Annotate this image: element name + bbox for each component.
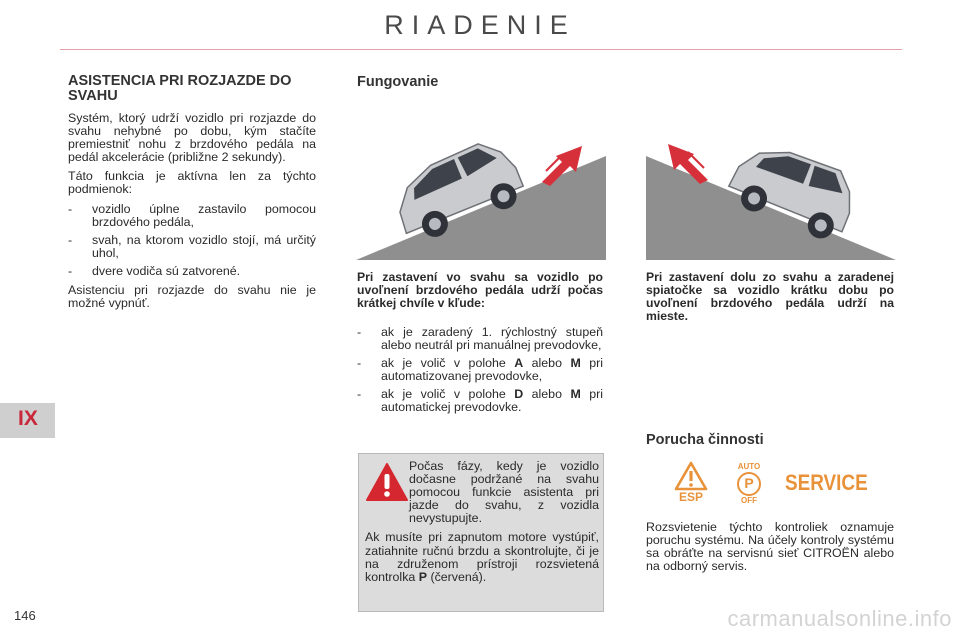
left-column-text [68,112,316,316]
downhill-car-illustration [646,126,896,260]
uphill-caption: Pri zastavení vo svahu sa vozidlo po uvoľnení brzdového pedála udrží počas krátkej chvíle v kľude: [357,270,603,310]
list-item: - dvere vodiča sú zatvorené. [68,265,316,278]
list-item: - ak je volič v polohe A alebo M pri automatizovanej prevodovke, [357,357,603,383]
watermark: carmanualsonline.info [727,606,952,631]
section-heading: ASISTENCIA PRI ROZJAZDE DO SVAHU [68,73,292,104]
p-label: P [737,472,761,496]
list-item: - svah, na ktorom vozidlo stojí, má určitý uhol, [68,234,316,260]
conditions-list [68,203,316,278]
page-number: 146 [14,608,36,623]
downhill-caption: Pri zastavení dolu zo svahu a zaradenej spiatočke sa vozidlo krátku dobu po uvoľnení brzdového pedála udrží na mieste. [646,270,894,323]
cannot-disable-note: Asistenciu pri rozjazde do svahu nie je možné vypnúť. [68,283,316,311]
middle-conditions [357,326,603,421]
malfunction-heading: Porucha činnosti [646,432,764,448]
off-label: OFF [741,496,757,505]
list-item: - ak je volič v polohe D alebo M pri automatickej prevodovke. [357,388,603,414]
auto-p-off-icon [732,462,766,508]
warning-box [358,453,604,612]
intro-paragraph: Systém, ktorý udrží vozidlo pri rozjazde do svahu nehybné po dobu, kým stačíte premiestniť nohu z brzdového pedála na pedál akcelerácie (približne 2 sekundy). [68,111,316,165]
esp-warning-icon [674,461,708,505]
title-divider [60,49,902,50]
chapter-tab-label: IX [18,407,38,430]
uphill-car-illustration [356,126,606,260]
conditions-intro: Táto funkcia je aktívna len za týchto podmienok: [68,169,316,197]
warning-paragraph-2: Ak musíte pri zapnutom motore vystúpiť, zatiahnite ručnú brzdu a skontrolujte, či je na združenom prístroji rozsvietená kontrolka P (červená). [365,530,599,584]
chapter-tab [0,403,55,438]
gear-conditions-list [357,326,603,415]
auto-label: AUTO [737,462,761,471]
malfunction-text: Rozsvietenie týchto kontroliek oznamuje poruchu systému. Na účely kontroly systému sa obráťte na servisnú sieť CITROËN alebo na odborný servis. [646,520,894,574]
service-warning-icon: SERVICE [785,470,868,495]
esp-label: ESP [678,490,703,504]
warning-paragraph-1: Počas fázy, kedy je vozidlo dočasne podržané na svahu pomocou funkcie asistenta pri jazde do svahu, z vozidla nevystupujte. [409,459,599,526]
page-title: RIADENIE [384,10,576,40]
list-item: - ak je zaradený 1. rýchlostný stupeň alebo neutrál pri manuálnej prevodovke, [357,326,603,352]
operation-heading: Fungovanie [357,74,439,90]
list-item: - vozidlo úplne zastavilo pomocou brzdového pedála, [68,203,316,229]
